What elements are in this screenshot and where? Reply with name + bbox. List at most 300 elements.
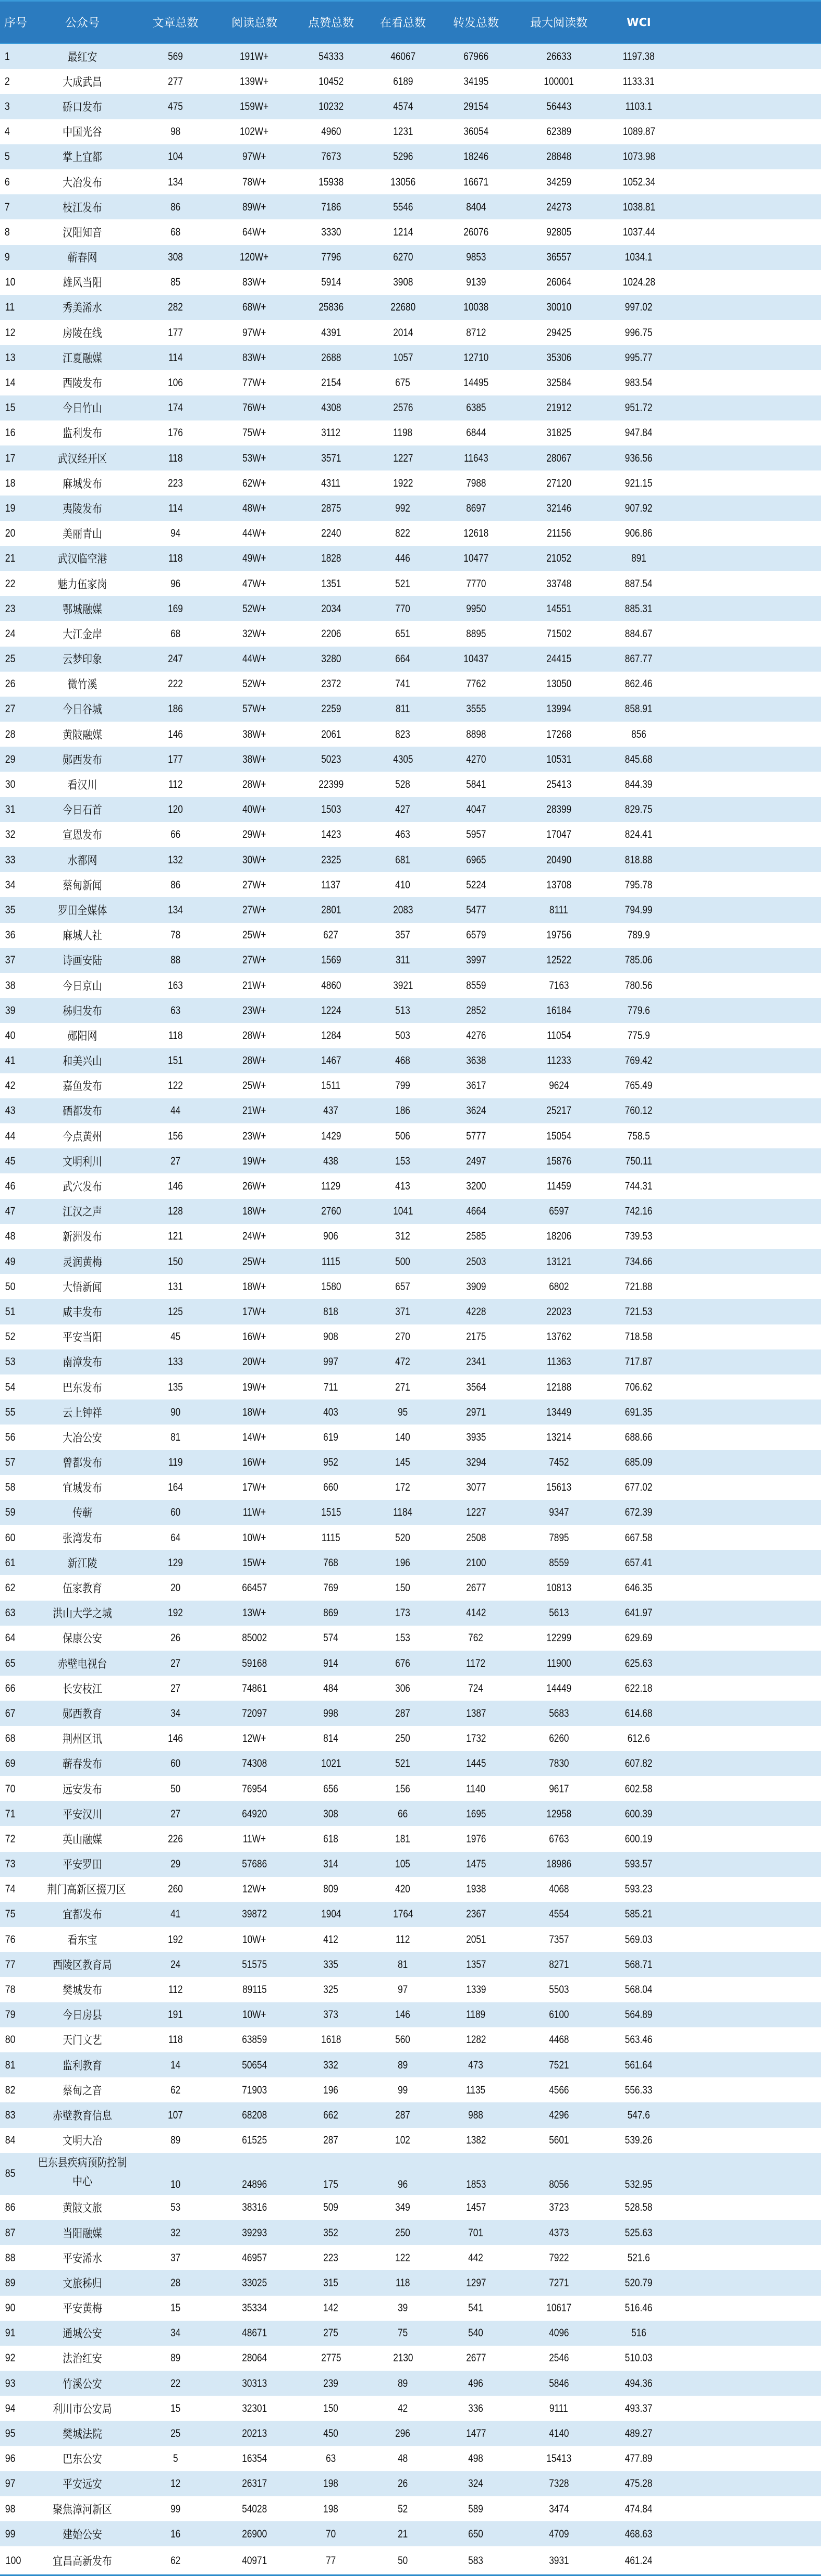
rank-cell-text: 61 (5, 1556, 16, 1569)
wci-cell-text: 646.35 (625, 1582, 653, 1594)
reads-cell (220, 125, 288, 138)
watching-cell (372, 2503, 434, 2516)
shares-cell-text: 442 (468, 2251, 484, 2264)
likes-cell-text: 1828 (321, 552, 341, 565)
rank-cell (0, 2134, 47, 2147)
articles-cell (140, 1330, 211, 1343)
shares-cell-text: 8895 (465, 627, 486, 640)
account-name-cell (41, 852, 124, 868)
likes-cell (300, 75, 362, 88)
likes-cell-text: 2154 (321, 377, 341, 389)
articles-cell (140, 1908, 211, 1921)
reads-cell (220, 577, 288, 590)
watching-cell-text: 250 (395, 1732, 411, 1745)
reads-cell (220, 251, 288, 264)
table-row (0, 2245, 821, 2270)
watching-cell-text: 472 (395, 1356, 411, 1368)
watching-cell-text: 118 (396, 2276, 410, 2289)
table-row (0, 1224, 821, 1249)
watching-cell (372, 1079, 434, 1092)
account-name-cell-text: 咸丰发布 (63, 1306, 102, 1319)
likes-cell (300, 1230, 362, 1243)
reads-cell (220, 1431, 288, 1444)
articles-cell-text: 223 (168, 477, 183, 489)
rank-cell-text: 69 (5, 1757, 16, 1770)
account-name-cell-text: 西陵发布 (63, 377, 102, 391)
reads-cell-text: 76W+ (242, 402, 266, 414)
account-name-cell (41, 98, 124, 115)
likes-cell-text: 4860 (321, 979, 341, 992)
rank-cell-text: 32 (5, 828, 16, 841)
shares-cell-text: 496 (468, 2377, 484, 2389)
articles-cell (140, 150, 211, 163)
shares-cell (445, 1180, 507, 1193)
rank-cell-text: 26 (5, 678, 16, 690)
shares-cell-text: 4276 (465, 1029, 486, 1042)
watching-cell (372, 1330, 434, 1343)
watching-cell (372, 125, 434, 138)
rank-cell-text: 40 (5, 1029, 16, 1042)
likes-cell (300, 2326, 362, 2339)
wci-cell-text: 739.53 (625, 1230, 653, 1243)
watching-cell (372, 426, 434, 439)
articles-cell (140, 2402, 211, 2415)
reads-cell (220, 1933, 288, 1946)
reads-cell-text: 44W+ (242, 527, 266, 540)
shares-cell-text: 5477 (465, 903, 486, 916)
max-reads-cell (525, 100, 593, 113)
reads-cell-text: 72097 (242, 1707, 267, 1719)
account-name-cell-text: 郧阳网 (67, 1030, 97, 1043)
likes-cell (300, 1782, 362, 1795)
rank-cell-text: 64 (5, 1632, 16, 1644)
shares-cell-text: 10038 (463, 301, 488, 314)
rank-cell-text: 31 (5, 803, 16, 816)
account-name-cell (41, 1755, 124, 1772)
reads-cell-text: 21W+ (242, 1105, 266, 1117)
shares-cell (445, 2153, 507, 2195)
likes-cell-text: 1284 (321, 1029, 341, 1042)
shares-cell-text: 2497 (465, 1155, 486, 1167)
wci-cell (606, 1079, 671, 1092)
shares-cell-text: 701 (468, 2226, 484, 2239)
rank-cell-text: 33 (5, 853, 16, 866)
wci-cell (606, 176, 671, 189)
wci-cell-text: 983.54 (625, 377, 653, 389)
shares-cell (445, 1004, 507, 1017)
reads-cell-text: 14W+ (242, 1431, 266, 1443)
wci-cell (606, 2377, 671, 2390)
articles-cell (140, 251, 211, 264)
table-row (0, 747, 821, 772)
table-row (0, 2002, 821, 2027)
wci-cell-text: 706.62 (625, 1381, 653, 1393)
table-row (0, 1073, 821, 1098)
shares-cell (445, 1857, 507, 1871)
shares-cell (445, 2503, 507, 2516)
articles-cell-text: 10 (170, 2178, 181, 2190)
reads-cell-text: 48W+ (242, 502, 266, 514)
rank-cell (0, 401, 47, 414)
reads-cell-text: 39872 (242, 1908, 267, 1921)
reads-cell (220, 1657, 288, 1670)
articles-cell (140, 979, 211, 992)
reads-cell (220, 276, 288, 289)
shares-cell-text: 18246 (463, 151, 488, 163)
account-name-cell-text: 武穴发布 (63, 1181, 102, 1194)
watching-cell-text: 1764 (393, 1908, 413, 1921)
rank-cell (0, 1155, 47, 1168)
rank-cell-text: 5 (4, 151, 10, 163)
articles-cell-text: 37 (170, 2251, 181, 2264)
table-row (0, 1324, 821, 1349)
max-reads-cell (525, 2008, 593, 2021)
reads-cell-text: 12W+ (242, 1732, 266, 1745)
watching-cell (372, 2452, 434, 2465)
watching-cell (372, 251, 434, 264)
account-name-cell (41, 350, 124, 366)
max-reads-cell-text: 13121 (546, 1255, 571, 1268)
account-name-cell (41, 2132, 124, 2148)
shares-cell-text: 8559 (465, 979, 486, 992)
max-reads-cell (525, 2503, 593, 2516)
rank-cell-text: 59 (5, 1506, 16, 1519)
wci-cell-text: 829.75 (625, 803, 653, 816)
wci-cell (606, 1883, 671, 1896)
watching-cell-text: 410 (395, 878, 411, 891)
account-name-cell-text: 赤壁电视台 (57, 1657, 107, 1671)
table-row (0, 2102, 821, 2127)
articles-cell (140, 2554, 211, 2567)
table-row (0, 1048, 821, 1073)
reads-cell-text: 159W+ (240, 100, 269, 113)
wci-cell-text: 475.28 (625, 2478, 653, 2490)
rank-cell-text: 22 (5, 577, 16, 590)
account-name-cell-text: 南漳发布 (63, 1356, 102, 1370)
table-row (0, 2270, 821, 2295)
account-name-cell-text: 保康公安 (63, 1632, 102, 1646)
account-name-cell (41, 726, 124, 742)
reads-cell (220, 527, 288, 540)
max-reads-cell (525, 1180, 593, 1193)
reads-cell-text: 50654 (242, 2059, 267, 2071)
account-name-cell-text: 今日京山 (63, 980, 102, 993)
shares-cell (445, 1832, 507, 1846)
account-name-cell-text: 利川市公安局 (53, 2402, 112, 2416)
wci-cell (606, 652, 671, 665)
rank-cell-text: 71 (5, 1807, 16, 1820)
wci-cell (606, 2153, 671, 2195)
account-name-cell (41, 776, 124, 792)
reads-cell (220, 2477, 288, 2490)
reads-cell-text: 20W+ (242, 1356, 266, 1368)
wci-cell-text: 818.88 (625, 853, 653, 866)
likes-cell (300, 2452, 362, 2465)
rank-cell (0, 2226, 47, 2239)
max-reads-cell (525, 2153, 593, 2195)
watching-cell-text: 6270 (393, 251, 413, 264)
wci-cell (606, 1381, 671, 1394)
wci-cell (606, 1255, 671, 1268)
max-reads-cell-text: 15054 (546, 1130, 571, 1142)
watching-cell-text: 651 (395, 627, 411, 640)
header-reads: 阅读总数 (231, 17, 277, 30)
shares-cell-text: 3564 (465, 1381, 486, 1393)
rank-cell-text: 93 (5, 2377, 16, 2389)
reads-cell-text: 29W+ (242, 828, 266, 841)
max-reads-cell (525, 50, 593, 63)
table-row (0, 1199, 821, 1224)
rank-cell (0, 1933, 47, 1946)
reads-cell (220, 401, 288, 414)
articles-cell-text: 569 (168, 50, 183, 63)
account-name-cell (41, 2057, 124, 2073)
likes-cell-text: 1515 (321, 1506, 341, 1519)
reads-cell-text: 78W+ (242, 176, 266, 188)
table-row (0, 1475, 821, 1500)
rank-cell (0, 1130, 47, 1143)
account-name-cell-text: 文旅秭归 (63, 2277, 102, 2290)
watching-cell-text: 42 (398, 2402, 408, 2414)
likes-cell-text: 2325 (321, 853, 341, 866)
likes-cell-text: 662 (323, 2109, 339, 2121)
rank-cell-text: 41 (5, 1055, 16, 1067)
wci-cell (606, 2452, 671, 2465)
likes-cell (300, 1004, 362, 1017)
likes-cell-text: 619 (323, 1431, 339, 1443)
articles-cell-text: 85 (170, 276, 181, 289)
watching-cell (372, 878, 434, 891)
articles-cell-text: 222 (168, 678, 183, 690)
wci-cell-text: 997.02 (625, 301, 653, 314)
watching-cell (372, 1355, 434, 1368)
likes-cell (300, 1707, 362, 1720)
account-name-cell (41, 1454, 124, 1470)
watching-cell (372, 2251, 434, 2264)
rank-cell (0, 176, 47, 189)
watching-cell (372, 2427, 434, 2440)
reads-cell-text: 24W+ (242, 1230, 266, 1243)
rank-cell-text: 84 (5, 2134, 16, 2147)
reads-cell (220, 1807, 288, 1820)
rank-cell (0, 2084, 47, 2097)
wci-cell-text: 717.87 (625, 1356, 653, 1368)
account-name-cell (41, 2107, 124, 2123)
articles-cell (140, 2033, 211, 2046)
shares-cell-text: 26076 (463, 226, 488, 238)
likes-cell (300, 301, 362, 314)
table-row (0, 94, 821, 119)
articles-cell-text: 15 (170, 2302, 181, 2314)
wci-cell-text: 995.77 (625, 351, 653, 364)
articles-cell-text: 62 (170, 2084, 181, 2096)
articles-cell-text: 133 (168, 1356, 183, 1368)
max-reads-cell (525, 1933, 593, 1946)
max-reads-cell (525, 1155, 593, 1168)
shares-cell (445, 1732, 507, 1745)
watching-cell-text: 468 (395, 1055, 411, 1067)
account-name-cell (41, 2199, 124, 2215)
reads-cell (220, 2377, 288, 2390)
account-name-cell (41, 325, 124, 341)
shares-cell (445, 577, 507, 590)
max-reads-cell (525, 1857, 593, 1871)
rank-cell (0, 2402, 47, 2415)
max-reads-cell-text: 62389 (546, 126, 571, 138)
likes-cell (300, 527, 362, 540)
rank-cell-text: 1 (4, 50, 10, 63)
articles-cell (140, 2109, 211, 2122)
reads-cell-text: 64W+ (242, 226, 266, 238)
wci-cell (606, 426, 671, 439)
wci-cell-text: 996.75 (625, 326, 653, 339)
articles-cell-text: 151 (168, 1055, 183, 1067)
reads-cell-text: 68W+ (242, 301, 266, 314)
wci-cell-text: 525.63 (625, 2226, 653, 2239)
shares-cell (445, 201, 507, 214)
table-row (0, 2371, 821, 2396)
likes-cell-text: 437 (323, 1105, 339, 1117)
reads-cell (220, 2226, 288, 2239)
watching-cell-text: 741 (395, 678, 411, 690)
likes-cell-text: 869 (323, 1607, 339, 1619)
watching-cell (372, 1883, 434, 1896)
shares-cell-text: 324 (468, 2478, 484, 2490)
articles-cell-text: 164 (168, 1481, 183, 1494)
rank-cell (0, 2301, 47, 2314)
table-row (0, 1676, 821, 1701)
articles-cell-text: 104 (168, 151, 183, 163)
shares-cell-text: 8404 (465, 201, 486, 213)
max-reads-cell (525, 1305, 593, 1318)
header-shares: 转发总数 (452, 17, 499, 30)
likes-cell-text: 325 (323, 1984, 339, 1996)
header-wci: WCI (627, 16, 651, 29)
likes-cell-text: 484 (323, 1682, 339, 1694)
account-name-cell-text: 宜都发布 (63, 1909, 102, 1922)
rank-cell (0, 2251, 47, 2264)
max-reads-cell-text: 9617 (548, 1782, 569, 1795)
account-name-cell (41, 2325, 124, 2341)
reads-cell (220, 2326, 288, 2339)
rank-cell-text: 9 (4, 251, 10, 264)
shares-cell (445, 1782, 507, 1795)
wci-cell-text: 867.77 (625, 653, 653, 665)
reads-cell-text: 18W+ (242, 1406, 266, 1418)
articles-cell (140, 2084, 211, 2097)
shares-cell (445, 1431, 507, 1444)
articles-cell (140, 2008, 211, 2021)
max-reads-cell (525, 652, 593, 665)
likes-cell-text: 2760 (321, 1205, 341, 1218)
wci-cell-text: 891 (631, 552, 646, 565)
max-reads-cell-text: 2546 (548, 2352, 569, 2364)
max-reads-cell-text: 9624 (548, 1080, 569, 1092)
reads-cell-text: 15W+ (242, 1556, 266, 1569)
reads-cell (220, 2528, 288, 2541)
max-reads-cell-text: 6260 (548, 1732, 569, 1745)
articles-cell-text: 191 (168, 2009, 183, 2021)
watching-cell-text: 22680 (390, 301, 415, 314)
wci-cell-text: 691.35 (625, 1406, 653, 1418)
shares-cell-text: 336 (468, 2402, 484, 2414)
max-reads-cell (525, 1079, 593, 1092)
likes-cell-text: 314 (323, 1858, 339, 1871)
articles-cell (140, 853, 211, 866)
account-name-cell-text: 樊城法院 (63, 2428, 102, 2442)
wci-cell-text: 721.53 (625, 1305, 653, 1318)
articles-cell-text: 27 (170, 1807, 181, 1820)
shares-cell-text: 29154 (463, 100, 488, 113)
watching-cell-text: 81 (398, 1958, 408, 1971)
max-reads-cell (525, 2452, 593, 2465)
max-reads-cell (525, 201, 593, 214)
rank-cell (0, 878, 47, 891)
wci-cell-text: 556.33 (625, 2084, 653, 2096)
shares-cell (445, 1280, 507, 1293)
likes-cell (300, 1933, 362, 1946)
table-row (0, 1751, 821, 1776)
likes-cell-text: 332 (323, 2059, 339, 2071)
articles-cell (140, 602, 211, 615)
shares-cell-text: 3624 (465, 1105, 486, 1117)
account-name-cell (41, 249, 124, 265)
likes-cell-text: 198 (323, 2478, 339, 2490)
rank-cell (0, 75, 47, 88)
max-reads-cell (525, 1757, 593, 1770)
likes-cell-text: 2061 (321, 728, 341, 740)
shares-cell-text: 8697 (465, 502, 486, 514)
account-name-cell-text: 宜城发布 (63, 1482, 102, 1495)
wci-cell (606, 1933, 671, 1946)
likes-cell-text: 1580 (321, 1280, 341, 1293)
account-name-cell (41, 2350, 124, 2366)
reads-cell-text: 25W+ (242, 929, 266, 942)
account-name-cell (41, 2475, 124, 2492)
shares-cell (445, 1983, 507, 1996)
wci-cell (606, 2301, 671, 2314)
watching-cell-text: 4574 (393, 100, 413, 113)
shares-cell (445, 75, 507, 88)
max-reads-cell (525, 1958, 593, 1971)
articles-cell-text: 14 (170, 2059, 181, 2071)
rank-cell-text: 98 (5, 2503, 16, 2515)
shares-cell (445, 2301, 507, 2314)
rank-cell (0, 1305, 47, 1318)
max-reads-cell (525, 903, 593, 917)
likes-cell-text: 10232 (318, 100, 344, 113)
articles-cell (140, 1381, 211, 1394)
likes-cell (300, 1305, 362, 1318)
shares-cell (445, 828, 507, 841)
reads-cell-text: 39293 (242, 2226, 267, 2239)
articles-cell-text: 146 (168, 1732, 183, 1745)
reads-cell (220, 1908, 288, 1921)
wci-cell (606, 753, 671, 766)
max-reads-cell-text: 71502 (546, 627, 571, 640)
wci-cell (606, 100, 671, 113)
reads-cell-text: 25W+ (242, 1080, 266, 1092)
watching-cell-text: 105 (395, 1858, 411, 1871)
max-reads-cell (525, 351, 593, 364)
shares-cell-text: 7988 (465, 477, 486, 489)
articles-cell (140, 1355, 211, 1368)
reads-cell (220, 2301, 288, 2314)
likes-cell-text: 711 (324, 1381, 338, 1393)
articles-cell-text: 96 (170, 577, 181, 590)
watching-cell (372, 903, 434, 917)
reads-cell (220, 301, 288, 314)
